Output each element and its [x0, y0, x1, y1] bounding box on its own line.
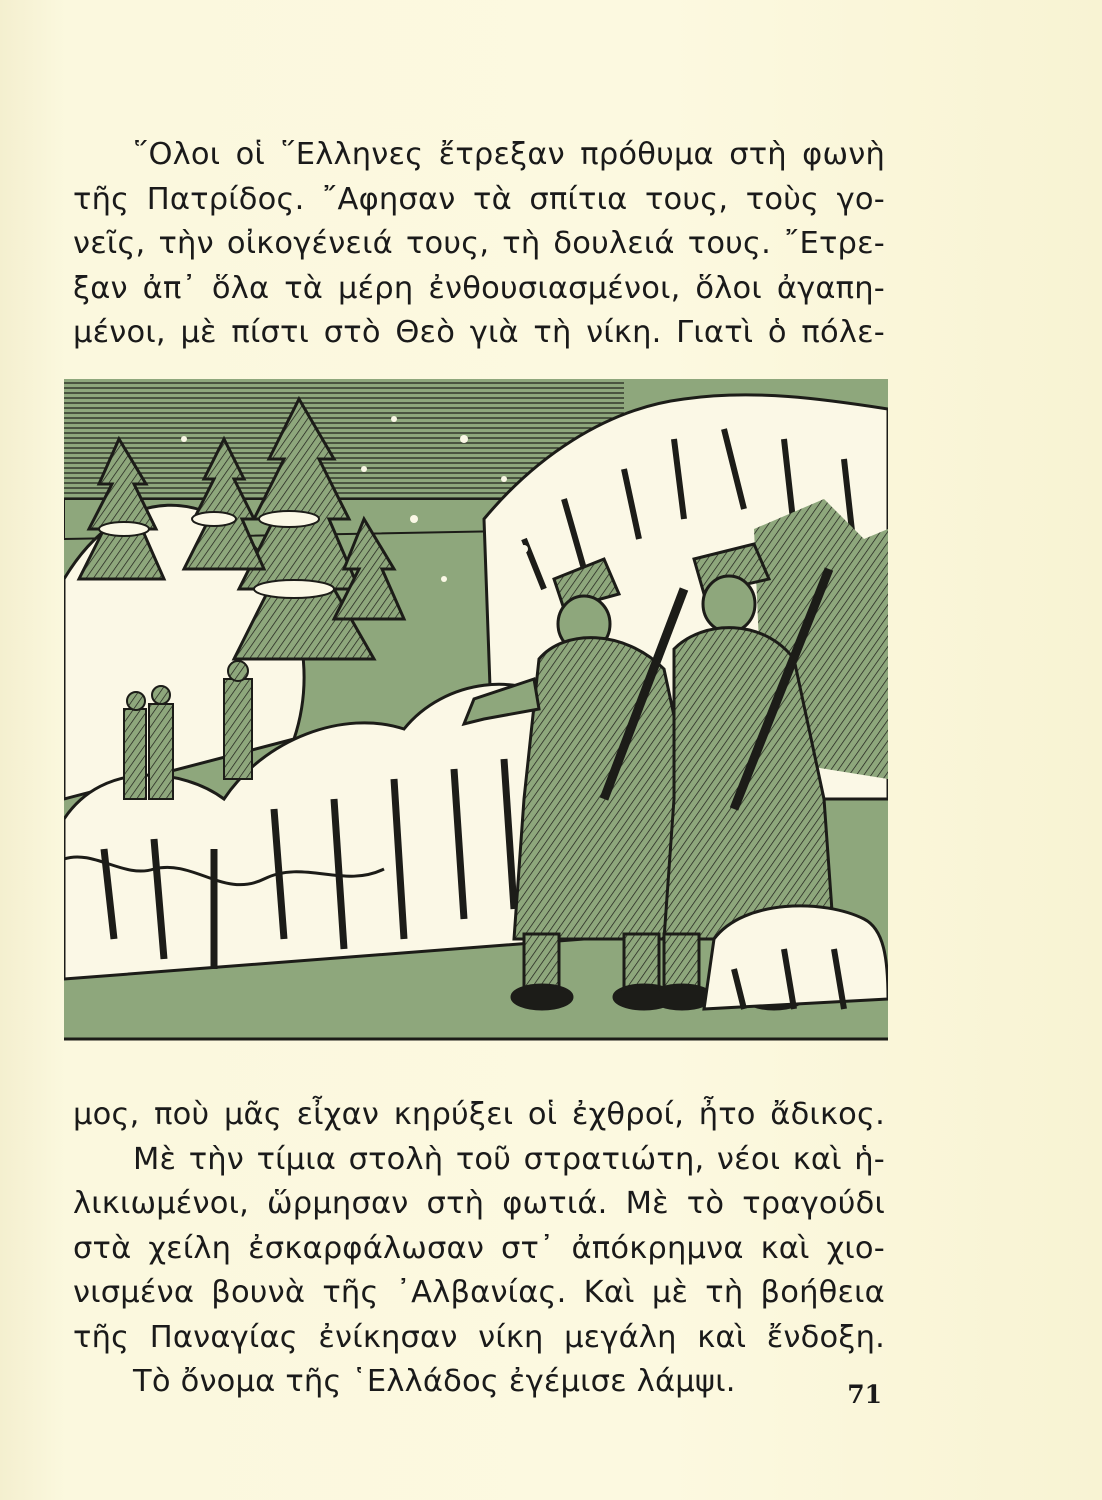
text-line: ξαν ἀπ᾿ ὅλα τὰ μέρη ἐνθουσιασμένοι, ὅλοι ἀγαπη- [73, 270, 885, 306]
text-line: στὰ χείλη ἐσκαρφάλωσαν στ᾿ ἀπόκρημνα καὶ χιο- [73, 1230, 885, 1266]
soldiers-in-snow-illustration [64, 379, 888, 1045]
text-line: τῆς Πατρίδος. ῎Αφησαν τὰ σπίτια τους, τοὺς γο- [73, 181, 885, 217]
paragraph-bottom [73, 1093, 885, 1405]
text-line: λικιωμένοι, ὥρμησαν στὴ φωτιά. Μὲ τὸ τραγούδι [73, 1186, 885, 1221]
text-line: μος, ποὺ μᾶς εἶχαν κηρύξει οἱ ἐχθροί, ἦτο ἄδικος. [73, 1097, 885, 1132]
text-line: ῞Ολοι οἱ ῞Ελληνες ἔτρεξαν πρόθυμα στὴ φωνὴ [133, 137, 885, 172]
text-line: νισμένα βουνὰ τῆς ᾿Αλβανίας. Καὶ μὲ τὴ βοήθεια [73, 1275, 885, 1310]
text-line: τῆς Παναγίας ἐνίκησαν νίκη μεγάλη καὶ ἔνδοξη. [73, 1319, 885, 1355]
text-line: Μὲ τὴν τίμια στολὴ τοῦ στρατιώτη, νέοι καὶ ἡ- [133, 1141, 885, 1177]
text-line: μένοι, μὲ πίστι στὸ Θεὸ γιὰ τὴ νίκη. Γιατὶ ὁ πόλε- [73, 315, 885, 350]
paragraph-top [73, 133, 885, 356]
text-line: Τὸ ὄνομα τῆς ῾Ελλάδος ἐγέμισε λάμψι. [133, 1364, 736, 1399]
text-line: νεῖς, τὴν οἰκογένειά τους, τὴ δουλειά τους. ῎Ετρε- [73, 226, 885, 261]
page-number: 71 [847, 1380, 882, 1409]
